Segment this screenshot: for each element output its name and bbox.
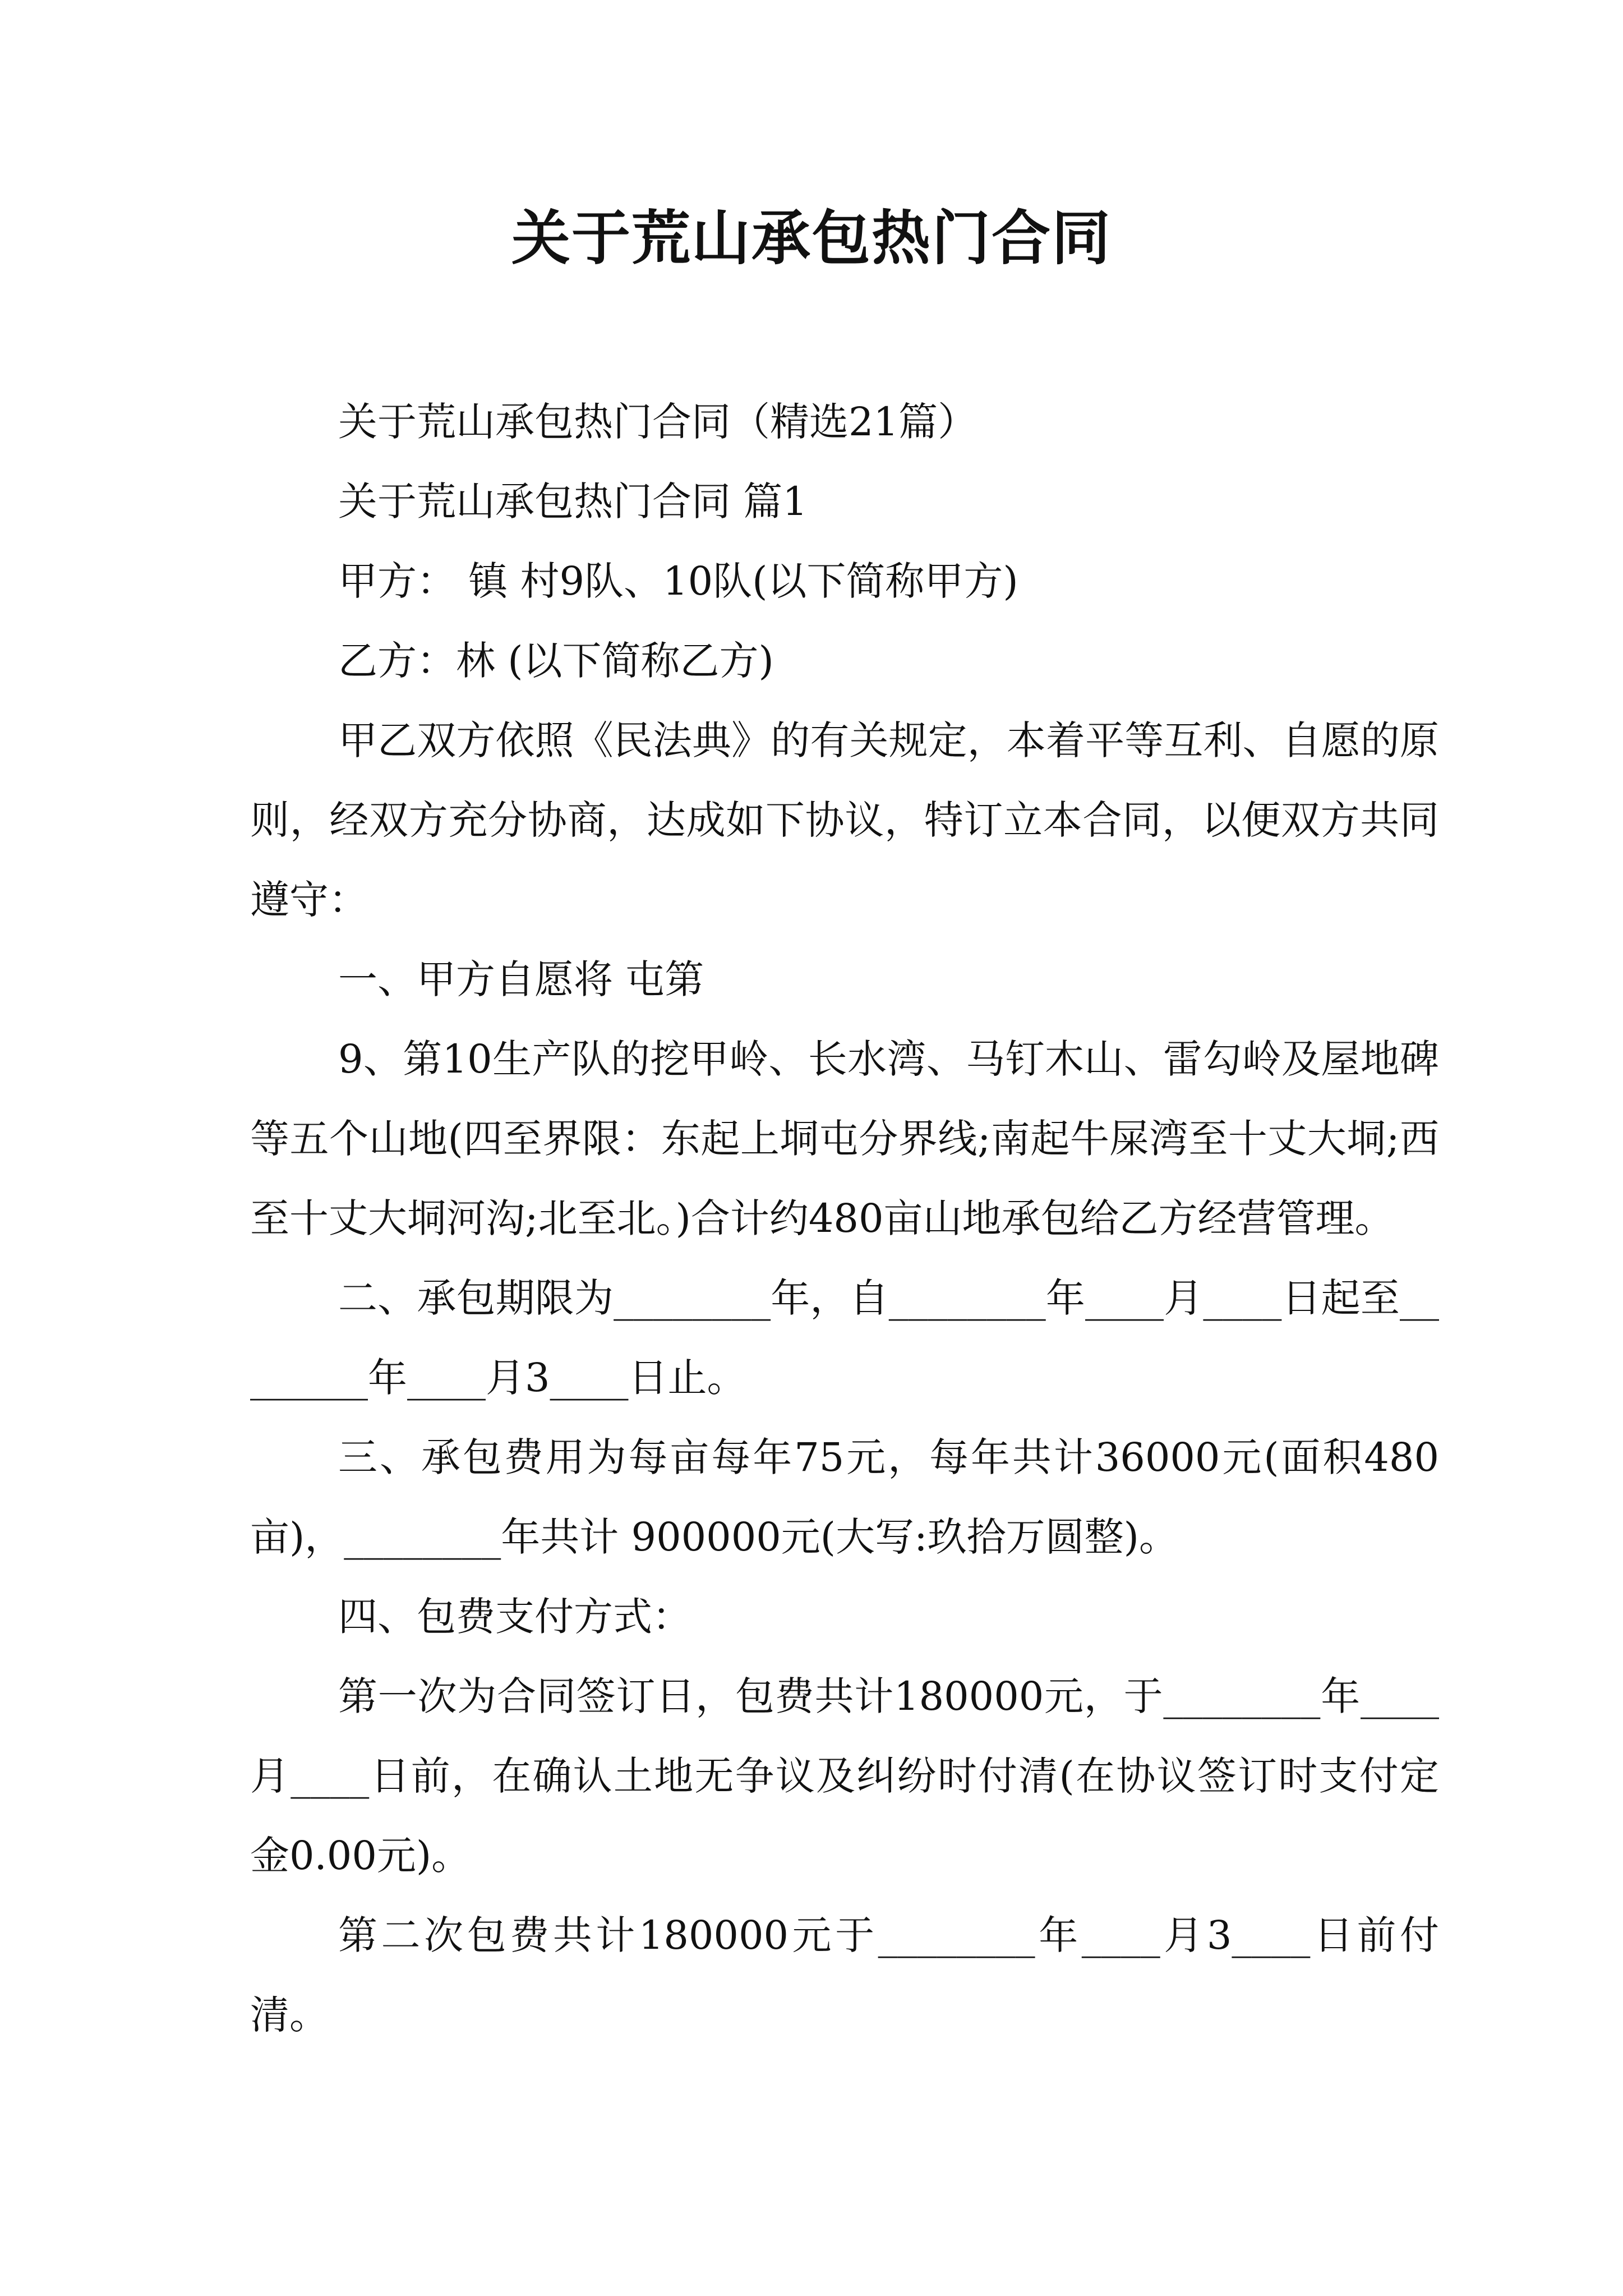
paragraph: 关于荒山承包热门合同 篇1 (338, 478, 808, 524)
paragraph: 甲方： 镇 村9队、10队(以下简称甲方) (338, 558, 1018, 604)
paragraph: 四、包费支付方式： (338, 1594, 691, 1640)
paragraph: 第一次为合同签订日，包费共计180000元，于________年____月____日前，在确认土地无争议及纠纷时付清(在协议签订时支付定金0.00元)。 (250, 1673, 1439, 1879)
paragraph: 甲乙双方依照《民法典》的有关规定，本着平等互利、自愿的原则，经双方充分协商，达成如下协议，特订立本合同，以便双方共同遵守： (250, 717, 1439, 923)
paragraph: 乙方：林 (以下简称乙方) (338, 638, 774, 684)
paragraph: 第二次包费共计180000元于________年____月3____日前付清。 (250, 1912, 1439, 2038)
paragraph: 关于荒山承包热门合同（精选21篇） (338, 399, 978, 445)
paragraph: 9、第10生产队的挖甲岭、长水湾、马钉木山、雷勾岭及屋地碑等五个山地(四至界限：东起上垌屯分界线;南起牛屎湾至十丈大垌;西至十丈大垌河沟;北至北。)合计约480亩山地承包给乙方经营管理。 (250, 1036, 1439, 1241)
paragraph: 一、甲方自愿将 屯第 (338, 956, 704, 1002)
document-body (250, 382, 1439, 2055)
paragraph: 三、承包费用为每亩每年75元，每年共计36000元(面积480亩)，________年共计 900000元(大写:玖拾万圆整)。 (250, 1434, 1439, 1560)
document-title: 关于荒山承包热门合同 (511, 204, 1112, 273)
paragraph: 二、承包期限为________年，自________年____月____日起至________年____月3____日止。 (250, 1275, 1439, 1401)
